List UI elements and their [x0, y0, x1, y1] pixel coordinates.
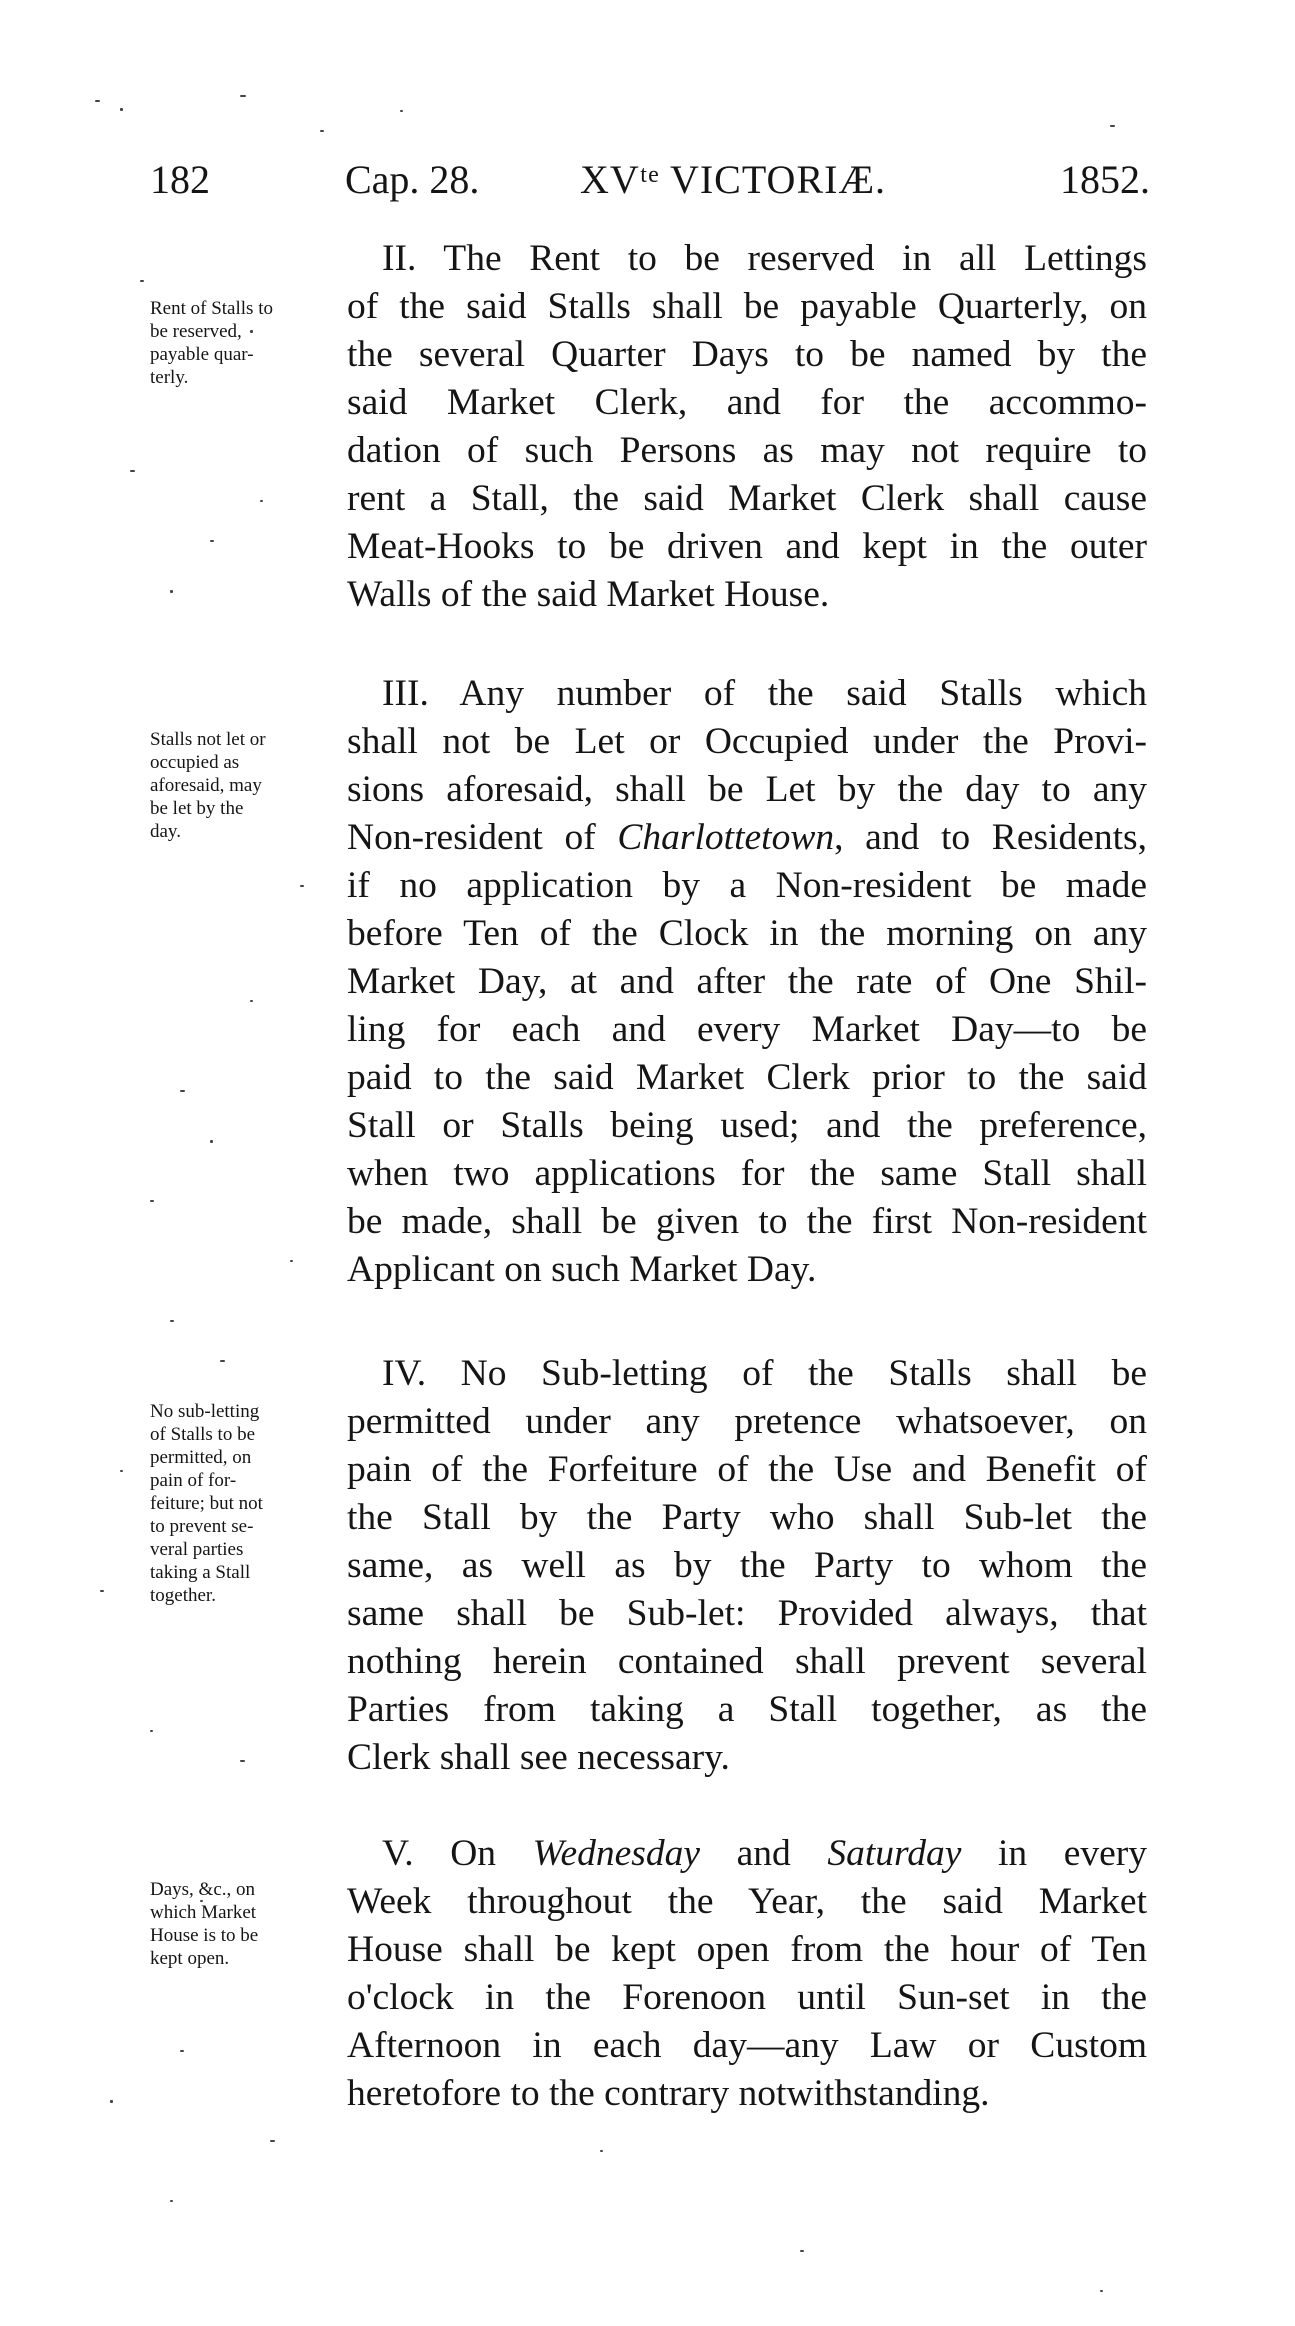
scan-speck — [210, 540, 214, 542]
marginal-note: Days, &c., on which Market House is to be kept open. — [150, 1879, 259, 1969]
scan-speck — [400, 110, 403, 112]
chapter-number: Cap. 28. — [345, 157, 480, 202]
scan-speck — [170, 590, 173, 593]
regnal-year: XVᵗᵉ VICTORIÆ. — [580, 157, 887, 202]
scan-speck — [240, 1760, 245, 1762]
scan-speck — [240, 95, 246, 97]
marginal-note: Stalls not let or occupied as aforesaid, may be let by the day. — [150, 729, 266, 842]
scan-speck — [220, 1360, 225, 1362]
scan-speck — [150, 1200, 154, 1202]
running-header — [150, 150, 1150, 210]
section-text: II. The Rent to be reserved in all Lettings of the said Stalls shall be payable Quarterly, on the several Quarter Days to be named by the said Market Clerk, and for the accommo- dation of such Persons as may not require to rent a Stall, the said Market Clerk shall cause Meat-Hooks to be driven and kept in the outer Walls of the said Market House. — [347, 238, 1147, 615]
scan-speck — [180, 2050, 184, 2052]
scan-speck — [210, 1140, 213, 1143]
scan-speck — [140, 280, 144, 282]
scan-speck — [170, 2200, 173, 2202]
scan-speck — [200, 1900, 203, 1902]
section-text: V. On Wednesday and Saturday in every Week throughout the Year, the said Market House shall be kept open from the hour of Ten o'clock in the Forenoon until Sun-set in the Afternoon in each day—any Law or Custom heretofore to the contrary notwithstanding. — [347, 1830, 1147, 2118]
scan-speck — [290, 1260, 293, 1262]
scan-speck — [120, 108, 123, 111]
line-with-weekdays: V. On Wednesday and Saturday in every — [382, 1833, 1147, 1874]
calendar-year: 1852. — [1060, 157, 1150, 202]
scan-speck — [130, 470, 135, 472]
line-with-place-name: Non-resident of Charlottetown, and to Residents, — [347, 817, 1148, 858]
scan-speck — [250, 1000, 253, 1002]
section-text: III. Any number of the said Stalls which shall not be Let or Occupied under the Provi- sions aforesaid, shall be Let by the day to any Non-resident of Charlottetown, and to Residents, if no application by a Non-resident be made before Ten of the Clock in the morning on any Market Day, at and after the rate of One Shil- ling for each and every Market Day—to be paid to the said Market Clerk prior to the said Stall or Stalls being used; and the preference, when two applications for the same Stall shall be made, shall be given to the first Non-resident Applicant on such Market Day. — [347, 673, 1148, 1290]
scan-speck — [95, 100, 100, 102]
marginal-note: Rent of Stalls to be reserved, payable quar- terly. — [150, 298, 273, 388]
scan-speck — [600, 2150, 603, 2152]
scan-speck — [260, 500, 263, 502]
page-number: 182 — [150, 157, 210, 202]
scan-speck — [300, 885, 304, 887]
scan-speck — [170, 1320, 174, 1322]
scan-speck — [1100, 2290, 1103, 2292]
scan-speck — [1110, 125, 1115, 127]
scan-speck — [150, 1730, 153, 1732]
scan-speck — [320, 130, 324, 132]
marginal-note: No sub-letting of Stalls to be permitted, on pain of for- feiture; but not to prevent se- veral parties taking a Stall together. — [150, 1401, 263, 1606]
scan-speck — [250, 330, 253, 333]
scan-speck — [100, 1590, 104, 1592]
scan-speck — [270, 2140, 275, 2142]
section-text: IV. No Sub-letting of the Stalls shall be permitted under any pretence whatsoever, on pain of the Forfeiture of the Use and Benefit of the Stall by the Party who shall Sub-let the same, as well as by the Party to whom the same shall be Sub-let: Provided always, that nothing herein contained shall prevent several Parties from taking a Stall together, as the Clerk shall see necessary. — [347, 1353, 1147, 1778]
scan-speck — [110, 2100, 113, 2103]
scan-speck — [120, 1470, 123, 1472]
scan-speck — [180, 1090, 185, 1092]
scan-speck — [800, 2250, 804, 2252]
